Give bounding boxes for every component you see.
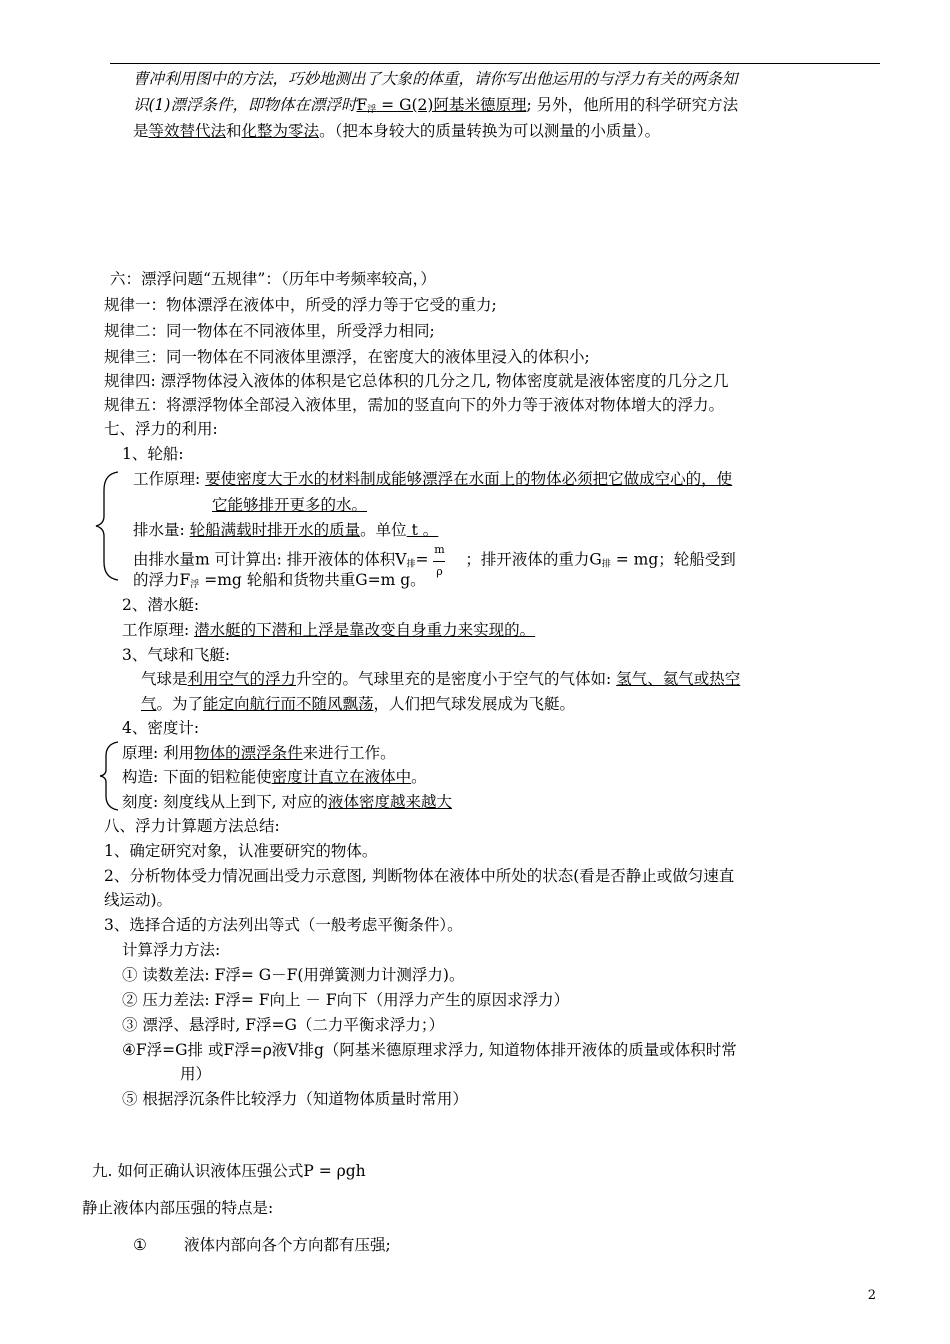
method-1: ① 读数差法: F浮= G－F(用弹簧测力计测浮力)。 bbox=[122, 966, 465, 984]
method-2: ② 压力差法: F浮= F向上 － F向下（用浮力产生的原因求浮力） bbox=[122, 991, 570, 1009]
rule-5: 规律五：将漂浮物体全部浸入液体里，需加的竖直向下的外力等于液体对物体增大的浮力。 bbox=[104, 396, 725, 414]
sec9-item-number: ① bbox=[133, 1236, 147, 1254]
ship-displacement: 排水量: 轮船满载时排开水的质量。单位 t 。 bbox=[133, 521, 439, 539]
sec6-title: 六：漂浮问题“五规律”：（历年中考频率较高，） bbox=[110, 270, 436, 288]
balloon-line-1: 气球是利用空气的浮力升空的。气球里充的是密度小于空气的气体如: 氢气、氦气或热空 bbox=[141, 670, 741, 688]
balloon-title: 3、气球和飞艇: bbox=[122, 646, 231, 664]
rule-1: 规律一：物体漂浮在液体中，所受的浮力等于它受的重力; bbox=[104, 296, 497, 314]
sec9-title: 九. 如何正确认识液体压强公式P = ρgh bbox=[92, 1162, 366, 1180]
intro-line-3: 是等效替代法和化整为零法。（把本身较大的质量转换为可以测量的小质量）。 bbox=[133, 122, 661, 140]
method-4: ④F浮=G排 或F浮=ρ液V排g（阿基米德原理求浮力, 知道物体排开液体的质量或体积时常 bbox=[122, 1041, 737, 1059]
hydrometer-scale: 刻度: 刻度线从上到下, 对应的液体密度越来越大 bbox=[122, 793, 453, 811]
sec7-title: 七、浮力的利用: bbox=[104, 420, 218, 438]
method-3: ③ 漂浮、悬浮时, F浮=G（二力平衡求浮力；） bbox=[122, 1016, 445, 1034]
ship-brace bbox=[94, 470, 124, 582]
ship-principle: 工作原理: 要使密度大于水的材料制成能够漂浮在水面上的物体必须把它做成空心的，使 bbox=[133, 470, 733, 488]
step-2-cont: 线运动)。 bbox=[104, 891, 173, 909]
step-1: 1、确定研究对象，认准要研究的物体。 bbox=[104, 842, 378, 860]
ship-calc-cont: 的浮力$F_浮 =mg$ 轮船和货物共重G=m g。 bbox=[133, 571, 426, 590]
sub-title: 2、潜水艇: bbox=[122, 596, 200, 614]
ship-principle-cont: 它能够排开更多的水。 bbox=[212, 496, 368, 514]
ship-calc: 由排水量m 可计算出: 排开液体的体积$V_排= \frac{m}{\rho}$ ；排开液体的重力$G_排$ = mg；轮船受到 bbox=[133, 543, 736, 578]
hydrometer-title: 4、密度计: bbox=[122, 719, 200, 737]
hydrometer-brace bbox=[98, 740, 124, 812]
hydrometer-structure: 构造: 下面的铝粒能使密度计直立在液体中。 bbox=[122, 768, 427, 786]
method-5: ⑤ 根据浮沉条件比较浮力（知道物体质量时常用） bbox=[122, 1090, 468, 1108]
intro-line-1: 曹冲利用图中的方法，巧妙地测出了大象的体重，请你写出他运用的与浮力有关的两条知 bbox=[133, 70, 738, 88]
page-number: 2 bbox=[867, 1288, 876, 1303]
hydrometer-principle: 原理: 利用物体的漂浮条件来进行工作。 bbox=[122, 744, 396, 762]
ship-title: 1、轮船: bbox=[122, 445, 184, 463]
sec9-item-text: 液体内部向各个方向都有压强; bbox=[184, 1236, 391, 1254]
methods-title: 计算浮力方法: bbox=[122, 941, 221, 959]
rule-3: 规律三：同一物体在不同液体里漂浮，在密度大的液体里浸入的体积小; bbox=[104, 348, 590, 366]
intro-line-2: 识(1)漂浮条件，即物体在漂浮时$F_浮 = G(2)$阿基米德原理; 另外，他所用的科学研究方法 bbox=[133, 96, 739, 115]
rule-2: 规律二：同一物体在不同液体里，所受浮力相同; bbox=[104, 322, 435, 340]
method-4-cont: 用） bbox=[180, 1065, 212, 1083]
header-rule bbox=[110, 63, 880, 64]
sec9-lead: 静止液体内部压强的特点是: bbox=[82, 1199, 274, 1217]
sub-principle: 工作原理: 潜水艇的下潜和上浮是靠改变自身重力来实现的。 bbox=[122, 621, 536, 639]
step-3: 3、选择合适的方法列出等式（一般考虑平衡条件）。 bbox=[104, 916, 463, 934]
sec8-title: 八、浮力计算题方法总结: bbox=[104, 817, 280, 835]
volume-fraction: $\frac{m}{\rho}$ bbox=[434, 543, 445, 578]
rule-4: 规律四: 漂浮物体浸入液体的体积是它总体积的几分之几, 物体密度就是液体密度的几分之几 bbox=[104, 372, 729, 390]
step-2: 2、分析物体受力情况画出受力示意图, 判断物体在液体中所处的状态(看是否静止或做匀速直 bbox=[104, 867, 735, 885]
balloon-line-2: 气。为了能定向航行而不随风飘荡，人们把气球发展成为飞艇。 bbox=[141, 695, 576, 713]
